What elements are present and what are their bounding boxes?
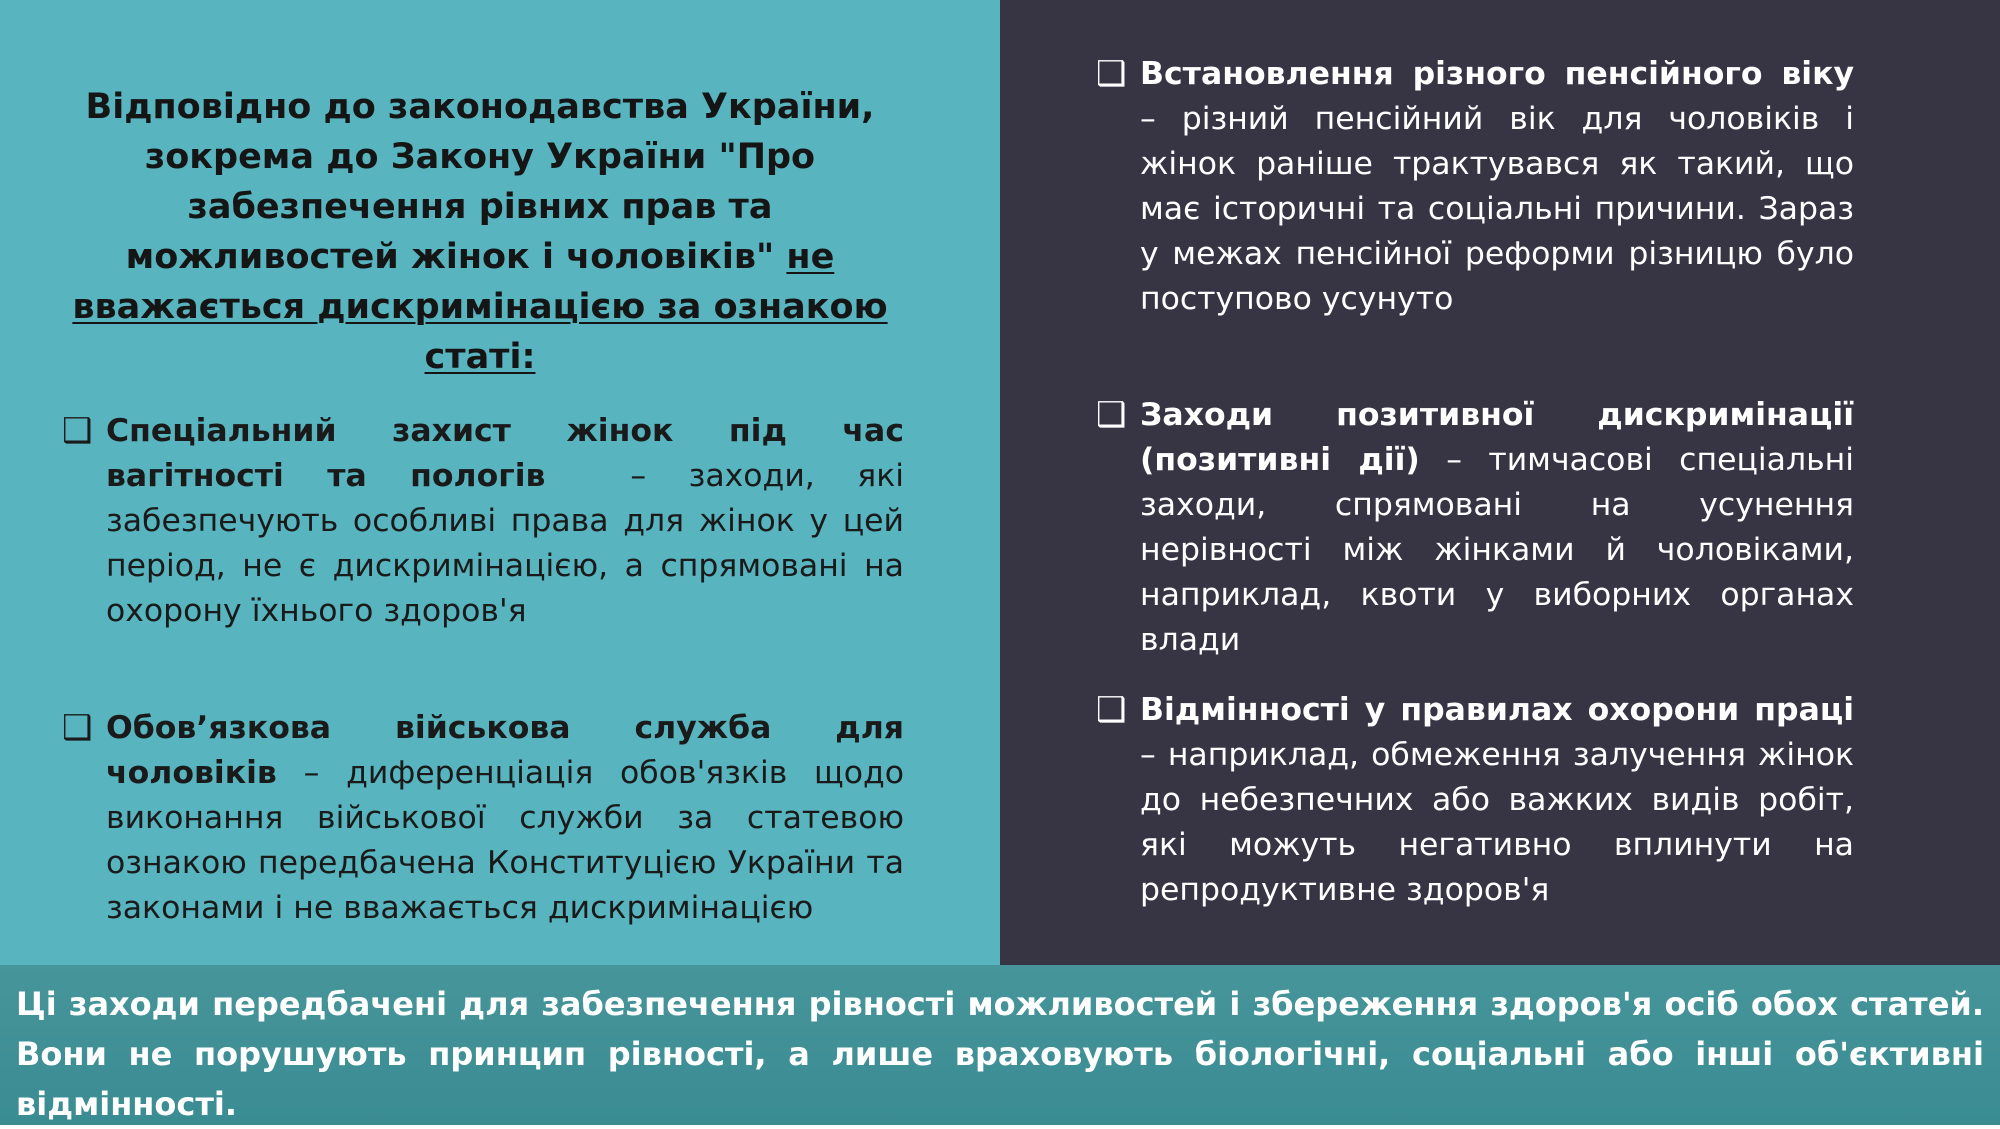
bottom-banner xyxy=(0,965,2000,1125)
list-item-positive-actions xyxy=(1096,393,1854,663)
list-item-pension-age xyxy=(1096,52,1855,322)
item-dash: – xyxy=(303,755,320,791)
item-text: заходи, які забезпечують особливі права для жінок у цей період, не є дискримінацією, а спрямовані на охорону їхнього здоров'я xyxy=(106,458,904,629)
list-item-labor-protection xyxy=(1096,688,1854,913)
item-text: наприклад, обмеження залучення жінок до небезпечних або важких видів робіт, які можуть негативно вплинути на репродуктивне здоров'я xyxy=(1140,737,1854,908)
item-dash: – xyxy=(1140,101,1156,137)
banner-text: Ці заходи передбачені для забезпечення рівності можливостей і збереження здоров'я осіб обох статей. Вони не порушують принцип рівності, а лише враховують біологічні, соціальні або інші об'єктивні відмінності. xyxy=(16,985,1984,1123)
checkbox-bullet-icon: ❑ xyxy=(62,708,93,748)
item-title: Відмінності у правилах охорони праці xyxy=(1140,692,1854,728)
item-dash: – xyxy=(630,458,647,494)
item-text: різний пенсійний вік для чоловіків і жінок раніше трактувався як такий, що має історичні та соціальні причини. Зараз у межах пенсійної реформи різницю було поступово усунуто xyxy=(1140,101,1855,317)
item-title: Встановлення різного пенсійного віку xyxy=(1140,56,1854,92)
intro-underlined-text: не вважається дискримінацією за ознакою статі: xyxy=(72,237,888,377)
checkbox-bullet-icon: ❑ xyxy=(1096,54,1127,94)
intro-text: Відповідно до законодавства України, зокрема до Закону України "Про забезпечення рівних прав та можливостей жінок і чоловіків" xyxy=(85,87,875,277)
intro-heading xyxy=(70,82,890,382)
item-dash: – xyxy=(1140,737,1156,773)
checkbox-bullet-icon: ❑ xyxy=(1096,395,1127,435)
checkbox-bullet-icon: ❑ xyxy=(1096,690,1127,730)
item-title: Заходи позитивної дискримінації (позитивні дії) xyxy=(1140,397,1854,478)
left-panel xyxy=(0,0,1000,965)
item-title: Спеціальний захист жінок під час вагітності та пологів xyxy=(106,413,904,494)
item-dash: – xyxy=(1446,442,1462,478)
list-item-military-service xyxy=(62,706,905,931)
item-text: диференціація обов'язків щодо виконання військової служби за статевою ознакою передбачена Конституцією України та законами і не вважається дискримінацією xyxy=(106,755,905,926)
item-text: тимчасові спеціальні заходи, спрямовані на усунення нерівності між жінками й чоловіками, наприклад, квоти у виборних органах влади xyxy=(1140,442,1854,658)
item-title: Обов’язкова військова служба для чоловіків xyxy=(106,710,904,791)
checkbox-bullet-icon: ❑ xyxy=(62,411,93,451)
list-item-maternity-protection xyxy=(62,409,904,634)
